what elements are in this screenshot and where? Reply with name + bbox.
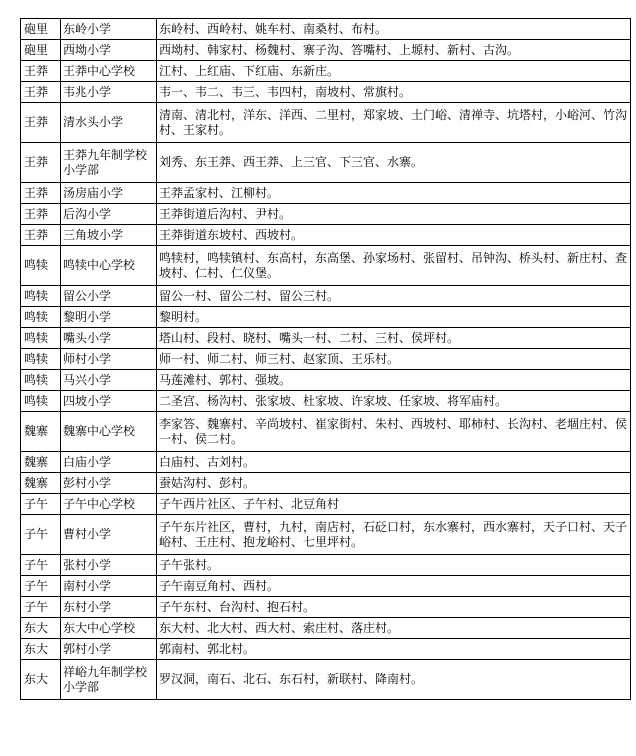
table-row [21, 204, 631, 225]
school-name-cell: 韦兆小学 [61, 82, 157, 103]
villages-cell: 子午南豆角村、西村。 [157, 576, 631, 597]
school-name-cell: 白庙小学 [61, 452, 157, 473]
school-name-cell: 魏寨中心学校 [61, 412, 157, 452]
villages-cell: 王莽孟家村、江柳村。 [157, 183, 631, 204]
town-cell: 子午 [21, 515, 61, 555]
villages-cell: 鸣犊村，鸣犊镇村、东高村，东高堡、孙家场村、张留村、吊钟沟、桥头村、新庄村、查坡村、仁村、仁仪堡。 [157, 246, 631, 286]
town-cell: 王莽 [21, 225, 61, 246]
school-name-cell: 子午中心学校 [61, 494, 157, 515]
table-row [21, 225, 631, 246]
table-row [21, 19, 631, 40]
town-cell: 王莽 [21, 61, 61, 82]
villages-cell: 二圣宫、杨沟村、张家坡、杜家坡、许家坡、任家坡、将军庙村。 [157, 391, 631, 412]
town-cell: 王莽 [21, 183, 61, 204]
town-cell: 魏寨 [21, 473, 61, 494]
table-row [21, 307, 631, 328]
school-name-cell: 南村小学 [61, 576, 157, 597]
town-cell: 鸣犊 [21, 286, 61, 307]
villages-cell: 王莽街道后沟村、尹村。 [157, 204, 631, 225]
table-row [21, 286, 631, 307]
villages-cell: 黎明村。 [157, 307, 631, 328]
school-name-cell: 郭村小学 [61, 639, 157, 660]
town-cell: 东大 [21, 639, 61, 660]
villages-cell: 塔山村、段村、晓村、嘴头一村、二村、三村、侯坪村。 [157, 328, 631, 349]
school-name-cell: 王莽九年制学校小学部 [61, 143, 157, 183]
table-row [21, 555, 631, 576]
school-name-cell: 清水头小学 [61, 103, 157, 143]
school-name-cell: 东岭小学 [61, 19, 157, 40]
table-row [21, 515, 631, 555]
town-cell: 王莽 [21, 103, 61, 143]
table-row [21, 61, 631, 82]
school-name-cell: 三角坡小学 [61, 225, 157, 246]
villages-cell: 白庙村、古刘村。 [157, 452, 631, 473]
school-name-cell: 东村小学 [61, 597, 157, 618]
table-row [21, 412, 631, 452]
town-cell: 子午 [21, 555, 61, 576]
villages-cell: 子午东片社区，曹村，九村，南店村，石砭口村，东水寨村，西水寨村，天子口村、天子峪村、王庄村、抱龙峪村、七里坪村。 [157, 515, 631, 555]
villages-cell: 留公一村、留公二村、留公三村。 [157, 286, 631, 307]
school-name-cell: 马兴小学 [61, 370, 157, 391]
table-row [21, 391, 631, 412]
town-cell: 东大 [21, 660, 61, 700]
villages-cell: 西坳村、韩家村、杨魏村、寨子沟、答嘴村、上塬村、新村、古沟。 [157, 40, 631, 61]
school-name-cell: 东大中心学校 [61, 618, 157, 639]
town-cell: 王莽 [21, 82, 61, 103]
town-cell: 王莽 [21, 204, 61, 225]
table-row [21, 452, 631, 473]
table-row [21, 618, 631, 639]
table-row [21, 246, 631, 286]
town-cell: 砲里 [21, 19, 61, 40]
table-row [21, 494, 631, 515]
town-cell: 鸣犊 [21, 328, 61, 349]
villages-cell: 韦一、韦二、韦三、韦四村，南坡村、常旗村。 [157, 82, 631, 103]
table-body [21, 19, 631, 700]
town-cell: 子午 [21, 576, 61, 597]
table-row [21, 82, 631, 103]
table-row [21, 639, 631, 660]
table-row [21, 473, 631, 494]
town-cell: 王莽 [21, 143, 61, 183]
villages-cell: 罗汉洞，南石、北石、东石村，新联村、降南村。 [157, 660, 631, 700]
school-name-cell: 黎明小学 [61, 307, 157, 328]
table-row [21, 143, 631, 183]
school-name-cell: 鸣犊中心学校 [61, 246, 157, 286]
table-row [21, 328, 631, 349]
table-row [21, 370, 631, 391]
table-row [21, 660, 631, 700]
villages-cell: 子午西片社区、子午村、北豆角村 [157, 494, 631, 515]
villages-cell: 清南、清北村，洋东、洋西、二里村，郑家坡、土门峪、清禅寺、坑塔村，小峪河、竹沟村、王家村。 [157, 103, 631, 143]
town-cell: 鸣犊 [21, 246, 61, 286]
table-row [21, 183, 631, 204]
table-row [21, 597, 631, 618]
villages-cell: 刘秀、东王莽、西王莽、上三官、下三官、水寨。 [157, 143, 631, 183]
table-row [21, 349, 631, 370]
school-zone-table [20, 18, 631, 700]
town-cell: 子午 [21, 494, 61, 515]
villages-cell: 东大村、北大村、西大村、索庄村、落庄村。 [157, 618, 631, 639]
villages-cell: 王莽街道东坡村、西坡村。 [157, 225, 631, 246]
villages-cell: 马莲滩村、郭村、强坡。 [157, 370, 631, 391]
town-cell: 子午 [21, 597, 61, 618]
villages-cell: 江村、上红庙、下红庙、东新庄。 [157, 61, 631, 82]
town-cell: 鸣犊 [21, 307, 61, 328]
school-name-cell: 师村小学 [61, 349, 157, 370]
town-cell: 魏寨 [21, 412, 61, 452]
town-cell: 东大 [21, 618, 61, 639]
school-name-cell: 汤房庙小学 [61, 183, 157, 204]
school-name-cell: 祥峪九年制学校小学部 [61, 660, 157, 700]
school-name-cell: 王莽中心学校 [61, 61, 157, 82]
school-name-cell: 四坡小学 [61, 391, 157, 412]
school-name-cell: 嘴头小学 [61, 328, 157, 349]
villages-cell: 蚕姑沟村、彭村。 [157, 473, 631, 494]
school-name-cell: 后沟小学 [61, 204, 157, 225]
table-row [21, 103, 631, 143]
town-cell: 鸣犊 [21, 391, 61, 412]
villages-cell: 子午东村、台沟村、抱石村。 [157, 597, 631, 618]
villages-cell: 郭南村、郭北村。 [157, 639, 631, 660]
town-cell: 砲里 [21, 40, 61, 61]
villages-cell: 子午张村。 [157, 555, 631, 576]
school-name-cell: 留公小学 [61, 286, 157, 307]
table-row [21, 576, 631, 597]
villages-cell: 东岭村、西岭村、姚车村、南桑村、布村。 [157, 19, 631, 40]
school-name-cell: 曹村小学 [61, 515, 157, 555]
school-name-cell: 西坳小学 [61, 40, 157, 61]
school-name-cell: 张村小学 [61, 555, 157, 576]
school-zone-table-container [20, 18, 631, 700]
table-row [21, 40, 631, 61]
villages-cell: 李家答、魏寨村、辛尚坡村、崔家街村、朱村、西坡村、耶柿村、长沟村、老堌庄村、侯一村、侯二村。 [157, 412, 631, 452]
town-cell: 鸣犊 [21, 370, 61, 391]
town-cell: 魏寨 [21, 452, 61, 473]
school-name-cell: 彭村小学 [61, 473, 157, 494]
villages-cell: 师一村、师二村、师三村、赵家顶、王乐村。 [157, 349, 631, 370]
town-cell: 鸣犊 [21, 349, 61, 370]
